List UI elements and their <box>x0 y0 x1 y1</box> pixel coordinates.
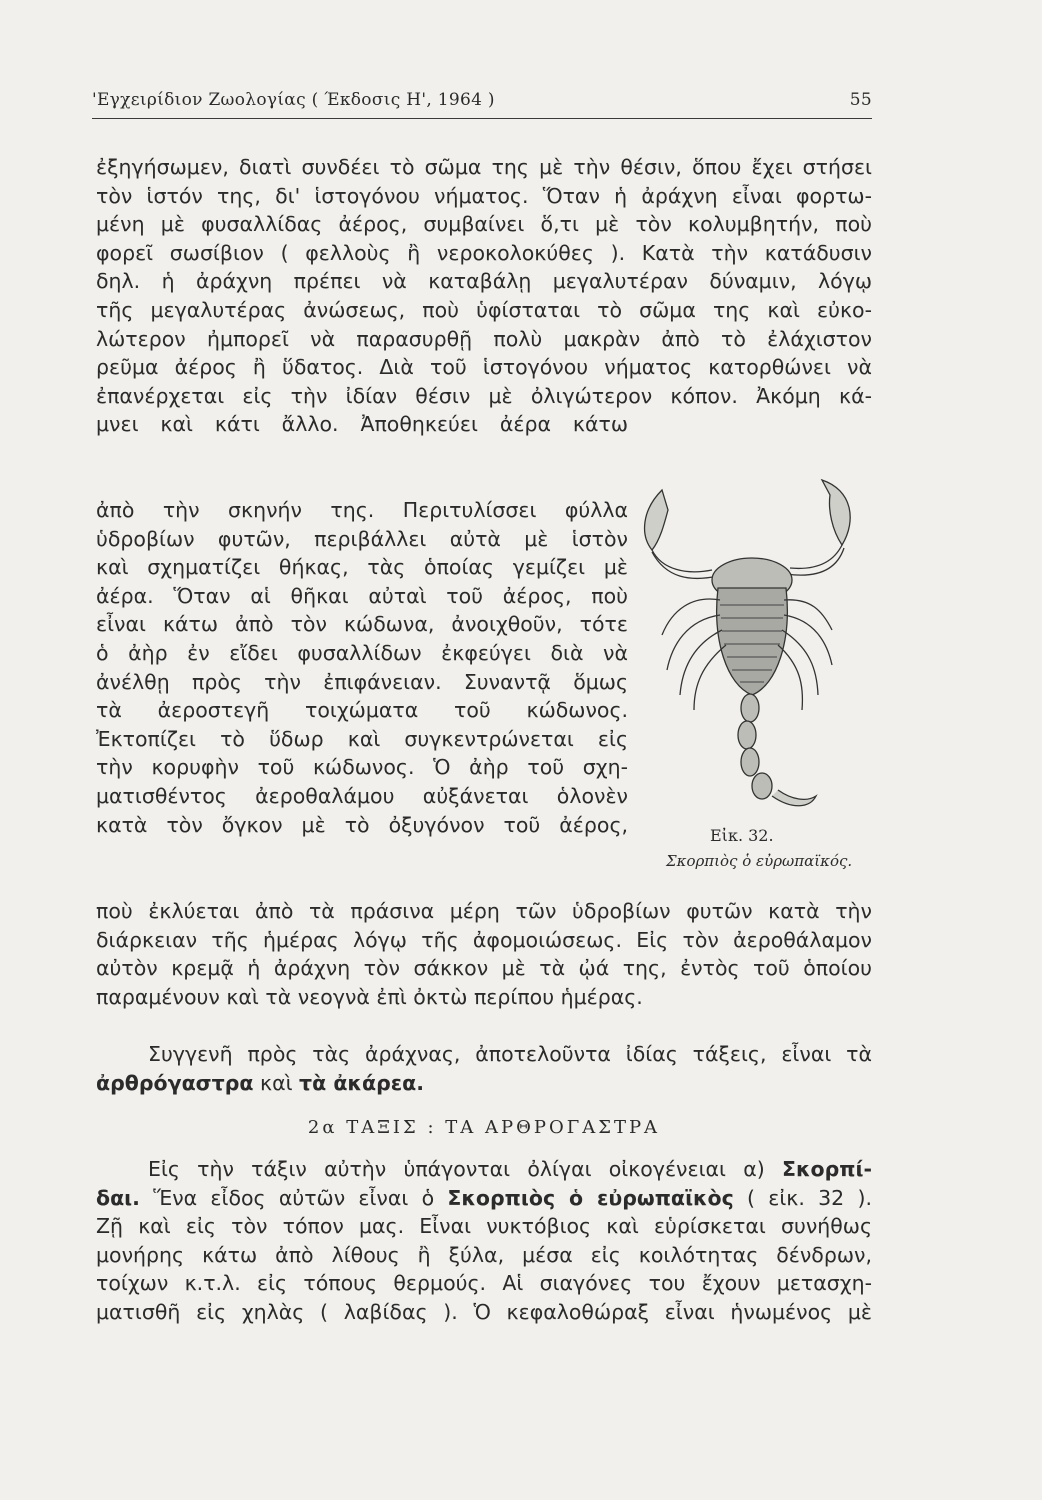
text-line: παραμένουν καὶ τὰ νεογνὰ ἐπὶ ὀκτὼ περίπου ἡμέρας. <box>96 984 643 1009</box>
text-line: τὰ ἀεροστεγῆ τοιχώματα τοῦ κώδωνος. <box>96 698 628 723</box>
text-line: καὶ σχηματίζει θήκας, τὰς ὁποίας γεμίζει μὲ <box>96 555 628 580</box>
paragraph-3 <box>96 897 872 1011</box>
bold-term: δαι. <box>96 1185 140 1210</box>
inline-text: καὶ <box>253 1070 300 1095</box>
text-line: ὑδροβίων φυτῶν, περιβάλλει αὐτὰ μὲ ἱστὸν <box>96 526 628 551</box>
text-line: ἀέρα. Ὅταν αἱ θῆκαι αὐταὶ τοῦ ἀέρος, ποὺ <box>96 583 628 608</box>
text-line: Ζῇ καὶ εἰς τὸν τόπον μας. Εἶναι νυκτόβιος καὶ εὑρίσκεται συνήθως <box>96 1214 872 1239</box>
text-line <box>96 1184 872 1213</box>
inline-text: Ἕνα εἶδος αὐτῶν εἶναι ὁ <box>139 1185 448 1210</box>
text-line: τὸν ἱστόν της, δι' ἱστογόνου νήματος. Ὅταν ἡ ἀράχνη εἶναι φορτω- <box>96 183 872 208</box>
text-line: τὴν κορυφὴν τοῦ κώδωνος. Ὁ ἀὴρ τοῦ σχη- <box>96 755 628 780</box>
paragraph-2 <box>96 496 628 839</box>
figure-number: Εἰκ. 32. <box>710 826 774 845</box>
text-line: ἐπανέρχεται εἰς τὴν ἰδίαν θέσιν μὲ ὀλιγώτερον κόπον. Ἀκόμη κά- <box>96 383 872 408</box>
text-line: ματισθέντος ἀεροθαλάμου αὐξάνεται ὁλονὲν <box>96 783 628 808</box>
text-line: αὐτὸν κρεμᾷ ἡ ἀράχνη τὸν σάκκον μὲ τὰ ᾠά της, ἐντὸς τοῦ ὁποίου <box>96 956 872 981</box>
paragraph-1 <box>96 153 872 439</box>
text-line: ματισθῆ εἰς χηλὰς ( λαβίδας ). Ὁ κεφαλοθώραξ εἶναι ἡνωμένος μὲ <box>96 1299 872 1324</box>
text-line: ἀνέλθῃ πρὸς τὴν ἐπιφάνειαν. Συναντᾷ ὅμως <box>96 669 628 694</box>
bold-term: τὰ ἀκάρεα. <box>299 1070 425 1095</box>
text-line: ἀπὸ τὴν σκηνήν της. Περιτυλίσσει φύλλα <box>96 498 628 522</box>
section-heading: 2α ΤΑΞΙΣ : ΤΑ ΑΡΘΡΟΓΑΣΤΡΑ <box>307 1117 661 1138</box>
text-line: ποὺ ἐκλύεται ἀπὸ τὰ πράσινα μέρη τῶν ὑδροβίων φυτῶν κατὰ τὴν <box>96 899 872 923</box>
text-line: δηλ. ἡ ἀράχνη πρέπει νὰ καταβάλῃ μεγαλυτέραν δύναμιν, λόγῳ <box>96 269 872 294</box>
figure-caption: Σκορπιὸς ὁ εὐρωπαϊκός. <box>666 852 853 870</box>
text-line: μένη μὲ φυσαλλίδας ἀέρος, συμβαίνει ὅ,τι μὲ τὸν κολυμβητήν, ποὺ <box>96 212 872 237</box>
text-line: τοίχων κ.τ.λ. εἰς τόπους θερμούς. Αἱ σιαγόνες του ἔχουν μετασχη- <box>96 1271 872 1296</box>
text-line: Συγγενῆ πρὸς τὰς ἀράχνας, ἀποτελοῦντα ἰδίας τάξεις, εἶναι τὰ <box>148 1042 872 1066</box>
text-line: ἐξηγήσωμεν, διατὶ συνδέει τὸ σῶμα της μὲ τὴν θέσιν, ὅπου ἔχει στήσει <box>96 155 872 179</box>
text-line <box>96 1155 872 1184</box>
running-header <box>92 88 872 119</box>
bold-term: ἀρθρόγαστρα <box>96 1070 254 1095</box>
bold-term: Σκορπιὸς ὁ εὐρωπαϊκὸς <box>447 1185 734 1210</box>
text-line: ὁ ἀὴρ ἐν εἴδει φυσαλλίδων ἐκφεύγει διὰ νὰ <box>96 640 628 665</box>
text-line: Ἐκτοπίζει τὸ ὕδωρ καὶ συγκεντρώνεται εἰς <box>96 726 628 751</box>
text-line: εἶναι κάτω ἀπὸ τὸν κώδωνα, ἀνοιχθοῦν, τότε <box>96 612 628 637</box>
paragraph-4 <box>96 1040 872 1097</box>
inline-text: Εἰς τὴν τάξιν αὐτὴν ὑπάγονται ὀλίγαι οἰκογένειαι α) <box>148 1157 782 1181</box>
text-line: μνει καὶ κάτι ἄλλο. Ἀποθηκεύει ἀέρα κάτω <box>96 412 628 437</box>
page-number: 55 <box>849 90 872 110</box>
text-line: ρεῦμα ἀέρος ἢ ὕδατος. Διὰ τοῦ ἱστογόνου νήματος κατορθώνει νὰ <box>96 355 872 380</box>
text-line: διάρκειαν τῆς ἡμέρας λόγῳ τῆς ἀφομοιώσεως. Εἰς τὸν ἀεροθάλαμον <box>96 927 872 952</box>
text-line: φορεῖ σωσίβιον ( φελλοὺς ἢ νεροκολοκύθες ). Κατὰ τὴν κατάδυσιν <box>96 240 872 265</box>
text-line: κατὰ τὸν ὄγκον μὲ τὸ ὀξυγόνον τοῦ ἀέρος, <box>96 812 628 837</box>
inline-text: ( εἰκ. 32 ). <box>733 1185 872 1210</box>
text-line <box>96 1069 872 1098</box>
header-title: 'Εγχειρίδιον Ζωολογίας ( Έκδοσις Η', 1964 ) <box>92 90 495 110</box>
text-line: τῆς μεγαλυτέρας ἀνώσεως, ποὺ ὑφίσταται τὸ σῶμα της καὶ εὐκο- <box>96 297 872 322</box>
bold-term: Σκορπί- <box>781 1157 872 1181</box>
paragraph-5 <box>96 1155 872 1327</box>
text-line: λώτερον ἠμπορεῖ νὰ παρασυρθῇ πολὺ μακρὰν ἀπὸ τὸ ἐλάχιστον <box>96 326 872 351</box>
scorpion-illustration <box>632 470 872 830</box>
text-line: μονήρης κάτω ἀπὸ λίθους ἢ ξύλα, μέσα εἰς κοιλότητας δένδρων, <box>96 1242 872 1267</box>
